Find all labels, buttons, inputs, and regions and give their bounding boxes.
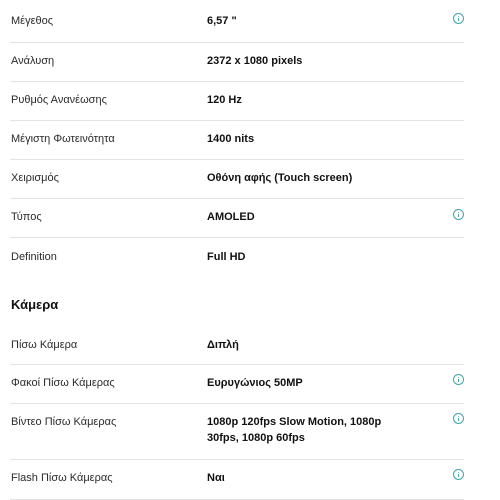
spec-label: Μέγεθος [11, 15, 54, 27]
spec-label: Χειρισμός [11, 172, 59, 184]
info-circle-icon[interactable] [453, 413, 464, 424]
spec-value: 120 Hz [207, 94, 242, 106]
spec-row-resolution [10, 43, 464, 82]
info-circle-icon[interactable] [453, 209, 464, 220]
spec-row-controls [10, 160, 464, 199]
info-circle-icon[interactable] [453, 374, 464, 385]
spec-row-rear-flash [10, 460, 464, 500]
spec-row-rear-lenses [10, 365, 464, 404]
spec-row-type [10, 199, 464, 238]
spec-label: Ρυθμός Ανανέωσης [11, 94, 107, 106]
spec-label: Definition [11, 251, 57, 263]
spec-value: 6,57 " [207, 15, 237, 27]
spec-row-rear-camera [10, 326, 464, 365]
spec-label: Βίντεο Πίσω Κάμερας [11, 416, 117, 428]
spec-value: Διπλή [207, 339, 239, 351]
spec-label: Τύπος [11, 211, 42, 223]
spec-value: AMOLED [207, 211, 255, 223]
spec-value: Full HD [207, 251, 246, 263]
spec-row-refresh-rate [10, 82, 464, 121]
spec-value: Ναι [207, 472, 225, 484]
section-title-camera: Κάμερα [11, 297, 59, 312]
spec-value: Οθόνη αφής (Touch screen) [207, 172, 353, 184]
spec-row-rear-video [10, 404, 464, 460]
info-circle-icon[interactable] [453, 469, 464, 480]
spec-label: Πίσω Κάμερα [11, 339, 78, 351]
spec-row-brightness [10, 121, 464, 160]
spec-value: 2372 x 1080 pixels [207, 55, 303, 67]
spec-value-line-2: 30fps, 1080p 60fps [207, 432, 305, 444]
spec-label: Ανάλυση [11, 55, 55, 67]
spec-row-size [10, 0, 464, 43]
spec-value-line-1: 1080p 120fps Slow Motion, 1080p [207, 416, 382, 428]
spec-row-definition [10, 238, 464, 277]
spec-label: Φακοί Πίσω Κάμερας [11, 377, 115, 389]
spec-value: Ευρυγώνιος 50MP [207, 377, 303, 389]
spec-label: Flash Πίσω Κάμερας [11, 472, 113, 484]
spec-value: 1400 nits [207, 133, 255, 145]
info-circle-icon[interactable] [453, 13, 464, 24]
spec-label: Μέγιστη Φωτεινότητα [11, 133, 115, 145]
